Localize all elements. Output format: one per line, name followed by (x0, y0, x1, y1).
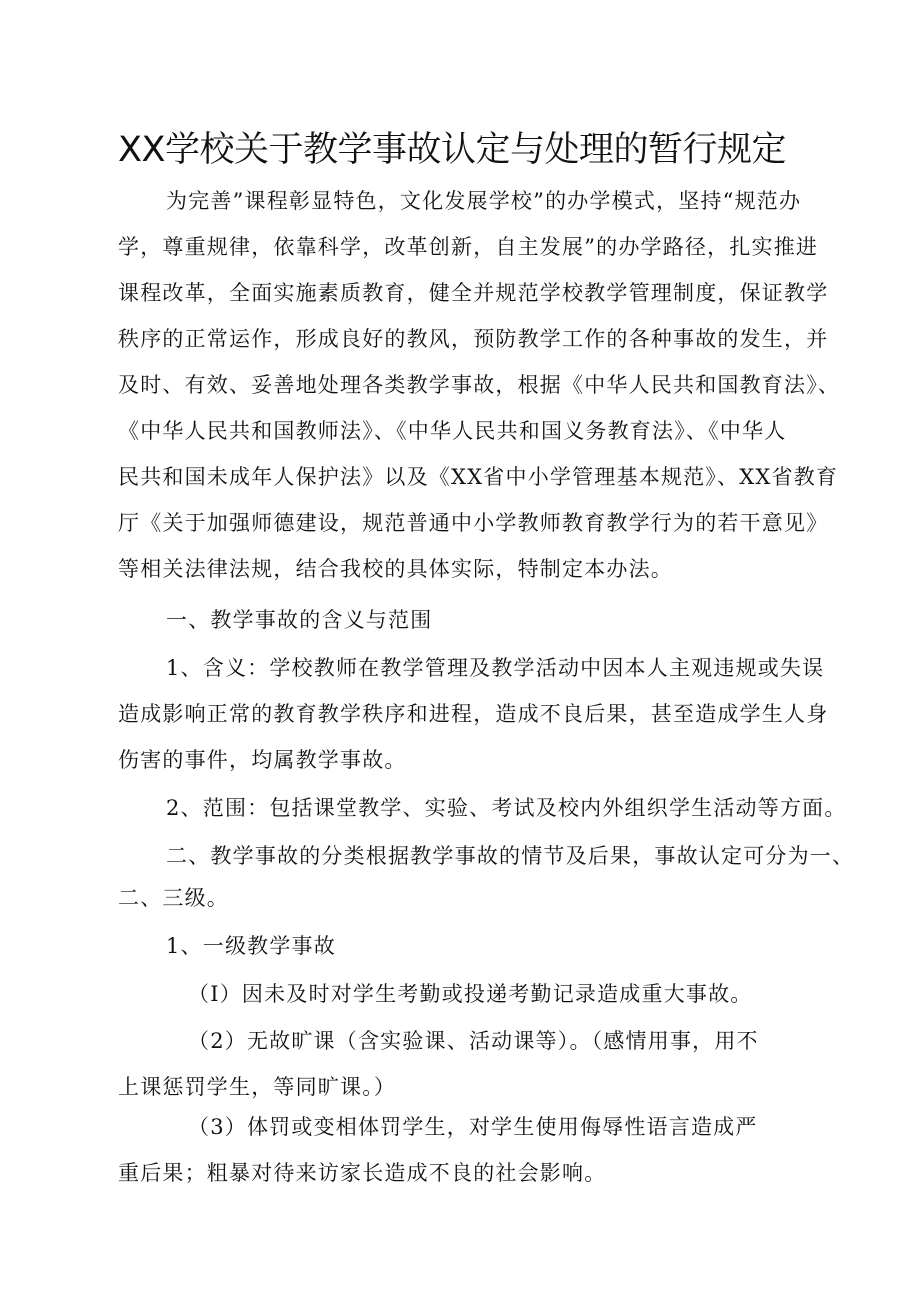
intro-line: 为完善”课程彰显特色，文化发展学校”的办学模式，坚持“规范办 (166, 189, 802, 213)
intro-line: 《中华人民共和国教师法》、《中华人民共和国义务教育法》、《中华人 (118, 419, 787, 443)
intro-line: 学，尊重规律，依靠科学，改革创新，自主发展”的办学路径，扎实推进 (118, 235, 819, 259)
list-item: （3）体罚或变相体罚学生，对学生使用侮辱性语言造成严 (188, 1115, 758, 1139)
scope-line: 2、范围：包括课堂教学、实验、考试及校内外组织学生活动等方面。 (166, 796, 847, 820)
definition-line: 伤害的事件，均属教学事故。 (118, 748, 407, 772)
section-heading: 一、教学事故的含义与范围 (166, 608, 433, 632)
list-item-continuation: 重后果；粗暴对待来访家长造成不良的社会影响。 (118, 1161, 607, 1185)
list-item-continuation: 上课惩罚学生，等同旷课。） (118, 1075, 397, 1099)
intro-line: 课程改革，全面实施素质教育，健全并规范学校教学管理制度，保证教学 (118, 281, 829, 305)
intro-line: 等相关法律法规，结合我校的具体实际，特制定本办法。 (118, 557, 673, 581)
level-heading: 1、一级教学事故 (166, 934, 336, 958)
intro-line: 秩序的正常运作，形成良好的教风，预防教学工作的各种事故的发生，并 (118, 327, 829, 351)
document-title: XX学校关于教学事故认定与处理的暂行规定 (118, 130, 786, 170)
list-item: （I）因未及时对学生考勤或投递考勤记录造成重大事故。 (188, 982, 753, 1006)
section-line: 二、三级。 (118, 886, 229, 910)
definition-line: 造成影响正常的教育教学秩序和进程，造成不良后果，甚至造成学生人身 (118, 702, 829, 726)
list-item: （2）无故旷课（含实验课、活动课等）。（感情用事，用不 (188, 1029, 759, 1053)
section-heading: 二、教学事故的分类根据教学事故的情节及后果，事故认定可分为一、 (166, 844, 855, 868)
intro-line: 民共和国未成年人保护法》以及《XX省中小学管理基本规范》、XX省教育 (118, 465, 839, 489)
intro-line: 厅《关于加强师德建设，规范普通中小学教师教育教学行为的若干意见》 (118, 511, 829, 535)
definition-line: 1、含义：学校教师在教学管理及教学活动中因本人主观违规或失误 (166, 656, 825, 680)
intro-line: 及时、有效、妥善地处理各类教学事故，根据《中华人民共和国教育法》、 (118, 373, 841, 397)
